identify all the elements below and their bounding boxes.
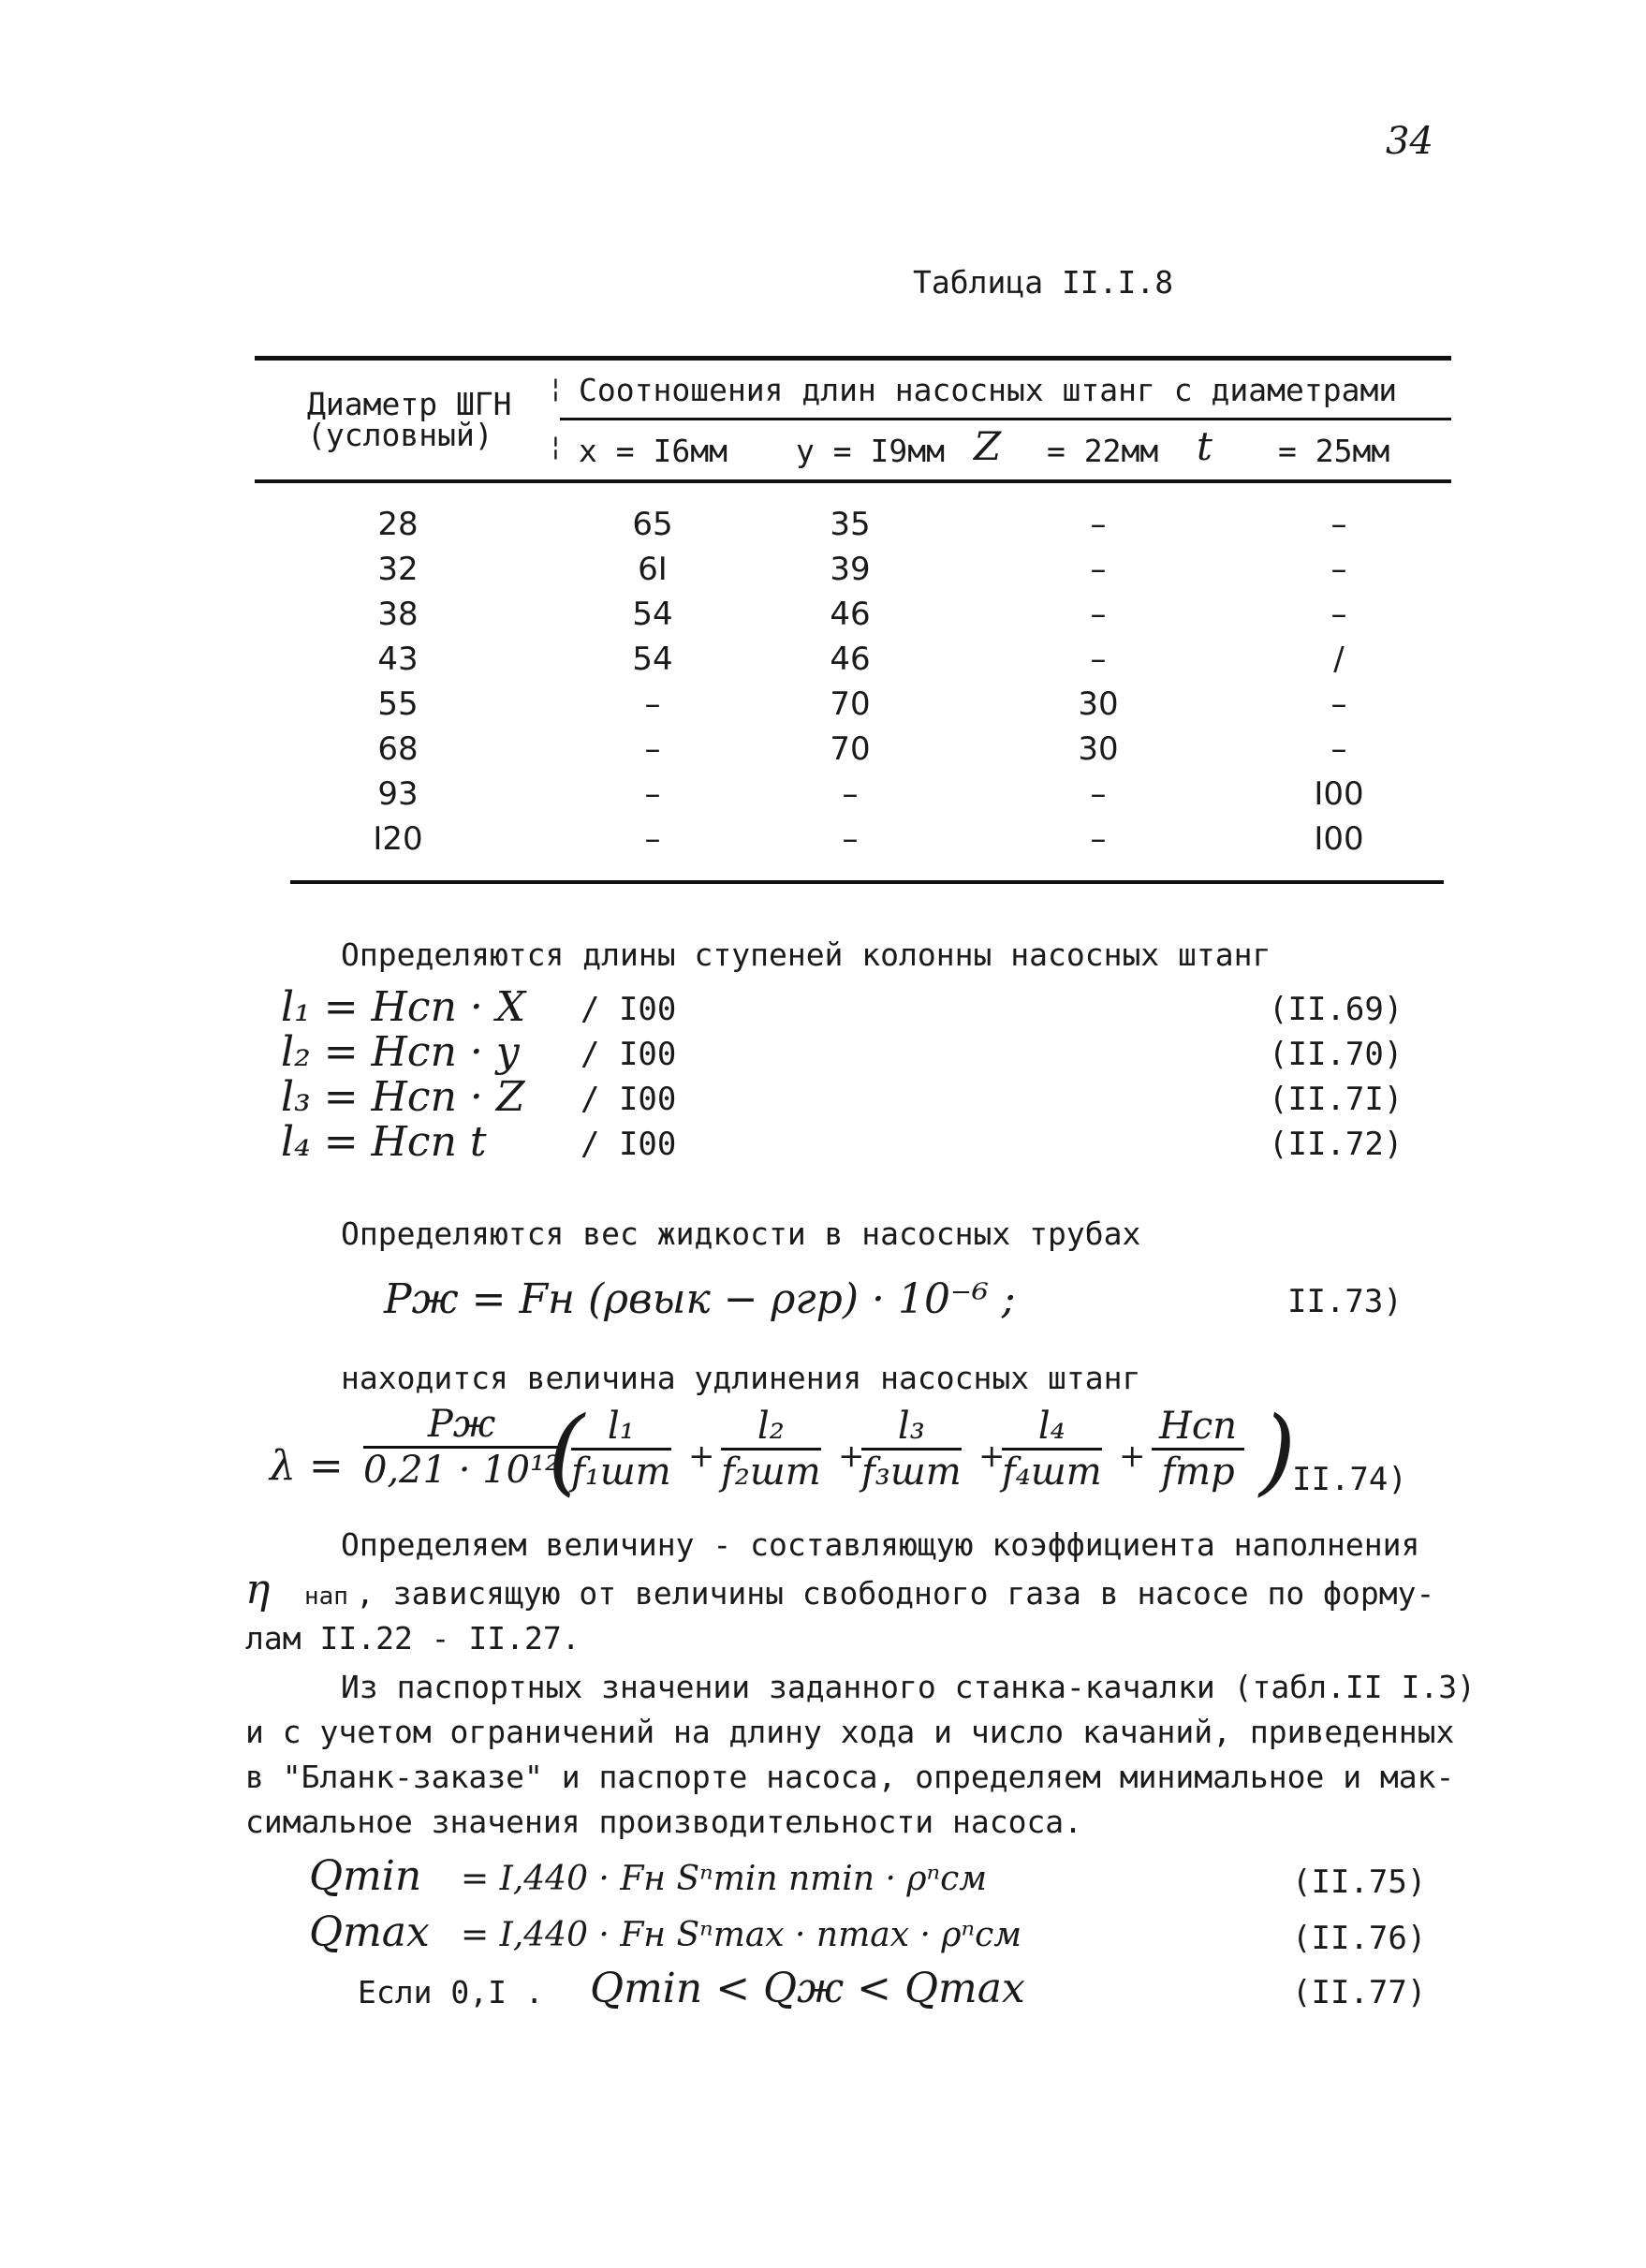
plus-sign: +	[978, 1437, 1006, 1475]
equation-number-70: (II.70)	[1269, 1036, 1404, 1073]
table-cell: 38	[377, 596, 419, 633]
formula-qmin-rhs: = I,440 · Fн Sⁿmin nmin · ρⁿсм	[461, 1860, 988, 1898]
table-cell: –	[1090, 551, 1107, 588]
formula-l3: l₃ = Нсп · Z	[281, 1073, 525, 1121]
lambda-term-numerator: l₃	[861, 1405, 962, 1451]
plus-sign: +	[688, 1437, 715, 1475]
table-header-group-title: Соотношения длин насосных штанг с диаметрами	[579, 372, 1398, 408]
table-cell: –	[644, 775, 661, 813]
equation-number-69: (II.69)	[1269, 991, 1404, 1028]
table-cell: 39	[830, 551, 871, 588]
lambda-term	[571, 1405, 671, 1494]
condition-prefix: Если 0,I .	[358, 1974, 544, 2010]
table-header-x: x = I6мм	[579, 433, 727, 469]
paragraph-coefficient-line2: , зависящую от величины свободного газа в насосе по форму-	[356, 1575, 1435, 1612]
table-header-z: = 22мм	[1047, 433, 1159, 469]
table-cell: I00	[1314, 820, 1364, 858]
formula-lambda-coefficient	[363, 1403, 560, 1492]
table-cell: –	[1090, 506, 1107, 543]
table-cell: 28	[377, 506, 419, 543]
table-cell: 93	[377, 775, 419, 813]
table-cell: –	[644, 685, 661, 723]
table-cell: –	[1090, 820, 1107, 858]
column-separator: ¦	[548, 373, 564, 404]
formula-fluid-weight: Pж = Fн (ρвык − ρгр) · 10⁻⁶ ;	[384, 1275, 1016, 1323]
table-cell: 70	[830, 730, 871, 768]
table-cell: –	[644, 730, 661, 768]
formula-qmin-lhs: Qmin	[309, 1852, 422, 1900]
equation-number-76: (II.76)	[1292, 1920, 1427, 1957]
table-cell: 6I	[638, 551, 668, 588]
lambda-term	[861, 1405, 962, 1494]
eta-subscript: нап	[304, 1583, 348, 1611]
table-cell: 46	[830, 641, 871, 678]
table-cell: –	[842, 775, 859, 813]
paragraph-capacity-line1: Из паспортных значении заданного станка-качалки (табл.II I.3)	[341, 1669, 1476, 1705]
table-top-rule	[255, 356, 1451, 361]
lambda-term-denominator: f₁шт	[571, 1451, 671, 1494]
formula-l2-divisor: / I00	[581, 1036, 677, 1073]
eta-symbol: η	[245, 1566, 271, 1613]
paragraph-coefficient-line3: лам II.22 - II.27.	[245, 1620, 581, 1657]
condition-expression: Qmin < Qж < Qmax	[590, 1965, 1025, 2012]
table-cell: 55	[377, 685, 419, 723]
formula-l4-divisor: / I00	[581, 1126, 677, 1163]
equation-number-77: (II.77)	[1292, 1974, 1427, 2011]
lambda-term-denominator: fтр	[1161, 1451, 1235, 1494]
table-cell: –	[1090, 596, 1107, 633]
formula-l1-divisor: / I00	[581, 991, 677, 1028]
lambda-open-paren: (	[548, 1396, 585, 1506]
formula-l3-divisor: / I00	[581, 1081, 677, 1118]
formula-l4: l₄ = Нсп t	[281, 1118, 487, 1166]
equation-number-72: (II.72)	[1269, 1126, 1404, 1163]
table-header-t-symbol: t	[1197, 423, 1212, 469]
table-cell: I00	[1314, 775, 1364, 813]
table-header-rule	[255, 479, 1451, 483]
lambda-term-denominator: f₂шт	[721, 1451, 821, 1494]
lambda-coefficient-denominator: 0,21 · 10¹²	[363, 1449, 561, 1492]
lambda-term	[1002, 1405, 1102, 1494]
formula-qmax-lhs: Qmax	[309, 1908, 430, 1956]
lambda-term-numerator: l₂	[721, 1405, 821, 1451]
table-cell: –	[644, 820, 661, 858]
table-cell: –	[1330, 596, 1347, 633]
table-header-z-symbol: Z	[974, 423, 1002, 469]
paragraph-capacity-line3: в "Бланк-заказе" и паспорте насоса, определяем минимальное и мак-	[245, 1759, 1455, 1795]
paragraph-rod-lengths: Определяются длины ступеней колонны насосных штанг	[341, 936, 1271, 973]
lambda-term	[721, 1405, 821, 1494]
table-header-t: = 25мм	[1278, 433, 1390, 469]
formula-lambda-lhs: λ =	[270, 1442, 344, 1490]
table-header-first-col-line2: (условный)	[307, 417, 493, 453]
table-bottom-rule	[290, 880, 1444, 884]
table-cell: 30	[1078, 730, 1119, 768]
table-cell: 54	[632, 596, 673, 633]
table-cell: –	[1330, 685, 1347, 723]
paragraph-rod-elongation: находится величина удлинения насосных штанг	[341, 1360, 1141, 1396]
paragraph-coefficient-line1: Определяем величину - составляющую коэффициента наполнения	[341, 1526, 1420, 1563]
paragraph-capacity-line2: и с учетом ограничений на длину хода и число качаний, приведенных	[245, 1714, 1455, 1750]
lambda-term-denominator: f₃шт	[861, 1451, 962, 1494]
table-cell: –	[1090, 641, 1107, 678]
table-cell: 32	[377, 551, 419, 588]
table-cell: 43	[377, 641, 419, 678]
table-cell: 54	[632, 641, 673, 678]
table-cell: /	[1333, 641, 1345, 678]
formula-qmax-rhs: = I,440 · Fн Sⁿmax · nmax · ρⁿсм	[461, 1916, 1022, 1954]
table-cell: 30	[1078, 685, 1119, 723]
lambda-term-numerator: l₁	[571, 1405, 671, 1451]
page-number: 34	[1386, 120, 1433, 163]
table-header-y: y = I9мм	[796, 433, 945, 469]
lambda-close-paren: )	[1259, 1396, 1297, 1506]
plus-sign: +	[838, 1437, 865, 1475]
equation-number-71: (II.7I)	[1269, 1081, 1404, 1118]
table-cell: –	[1330, 730, 1347, 768]
formula-l2: l₂ = Нсп · y	[281, 1028, 520, 1076]
table-subheader-rule	[560, 418, 1451, 420]
table-cell: –	[842, 820, 859, 858]
table-cell: –	[1090, 775, 1107, 813]
equation-number-75: (II.75)	[1292, 1863, 1427, 1901]
formula-l1: l₁ = Нсп · X	[281, 983, 526, 1031]
lambda-term	[1152, 1405, 1244, 1494]
table-cell: 70	[830, 685, 871, 723]
table-cell: I20	[373, 820, 423, 858]
lambda-coefficient-numerator: Pж	[363, 1403, 560, 1449]
equation-number-74: II.74)	[1292, 1461, 1407, 1498]
table-cell: –	[1330, 506, 1347, 543]
table-header-first-col-line1: Диаметр ШГН	[307, 386, 512, 422]
lambda-term-denominator: f₄шт	[1002, 1451, 1102, 1494]
paragraph-capacity-line4: симальное значения производительности насоса.	[245, 1804, 1083, 1840]
equation-number-73: II.73)	[1287, 1283, 1403, 1320]
table-cell: –	[1330, 551, 1347, 588]
plus-sign: +	[1119, 1437, 1146, 1475]
lambda-term-numerator: Нсп	[1152, 1405, 1244, 1451]
lambda-term-numerator: l₄	[1002, 1405, 1102, 1451]
table-cell: 68	[377, 730, 419, 768]
column-separator: ¦	[548, 431, 564, 462]
table-cell: 46	[830, 596, 871, 633]
table-caption: Таблица II.I.8	[913, 264, 1174, 301]
paragraph-fluid-weight: Определяются вес жидкости в насосных трубах	[341, 1215, 1141, 1252]
table-cell: 65	[632, 506, 673, 543]
table-cell: 35	[830, 506, 871, 543]
